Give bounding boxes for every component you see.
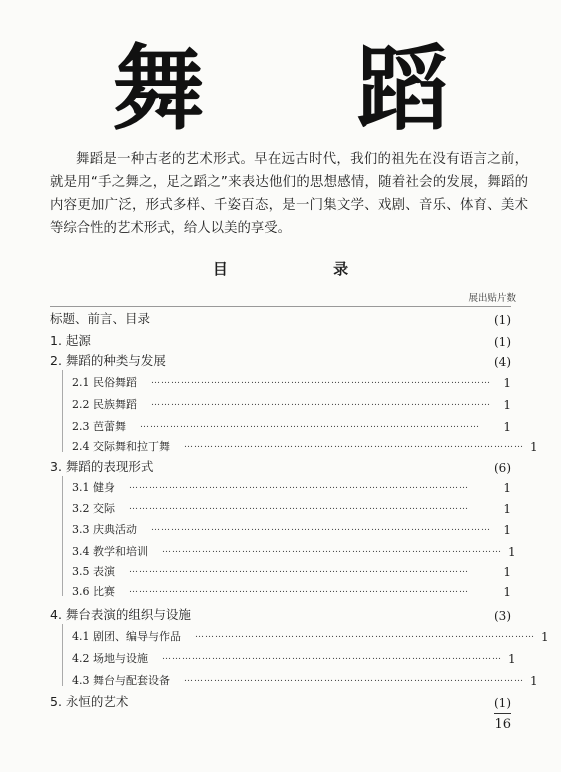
section-4-bracket — [62, 624, 63, 686]
toc-subentry-page: 1 — [541, 630, 549, 644]
toc-entry-page: (6) — [494, 461, 511, 475]
toc-entry-label: 5. 永恒的艺术 — [50, 694, 129, 709]
toc-subentry-label: 3.2 交际 — [72, 502, 115, 515]
toc-entry-front-matter — [50, 309, 511, 327]
toc-subentry-page: 1 — [530, 674, 538, 688]
toc-heading: 目 录 — [212, 260, 399, 278]
toc-subentry-label: 2.2 民族舞蹈 — [72, 398, 137, 411]
toc-entry-page: (4) — [494, 355, 511, 369]
toc-subentry-label: 4.2 场地与设施 — [72, 652, 148, 665]
toc-subentry — [72, 561, 511, 579]
toc-entry-section-1 — [50, 331, 511, 349]
toc-subentry-label: 3.1 健身 — [72, 481, 115, 494]
page-title: 舞 蹈 — [112, 36, 509, 143]
toc-subentry-page: 1 — [530, 440, 538, 454]
toc-entry-page: (3) — [494, 609, 511, 623]
total-panel-count: 16 — [494, 713, 511, 732]
toc-subentry-label: 3.5 表演 — [72, 565, 115, 578]
toc-subentry — [72, 648, 516, 666]
toc-subentry-label: 3.4 教学和培训 — [72, 545, 148, 558]
dot-leader: ………………………………………………………………………………………… — [129, 502, 469, 512]
toc-subentry-page: 1 — [508, 545, 516, 559]
toc-subentry — [72, 436, 538, 454]
dot-leader: ………………………………………………………………………………………… — [184, 674, 524, 684]
column-note: 展出贴片数 — [468, 293, 516, 304]
dot-leader: ………………………………………………………………………………………… — [129, 481, 469, 491]
dot-leader: ………………………………………………………………………………………… — [140, 420, 480, 430]
dot-leader: ………………………………………………………………………………………… — [151, 523, 491, 533]
toc-subentry — [72, 372, 511, 390]
dot-leader: ………………………………………………………………………………………… — [195, 630, 535, 640]
toc-subentry — [72, 670, 538, 688]
toc-subentry — [72, 477, 511, 495]
section-3-bracket — [62, 476, 63, 596]
intro-paragraph: 舞蹈是一种古老的艺术形式。早在远古时代，我们的祖先在没有语言之前，就是用“手之舞之，足之蹈之”来表达他们的思想感情，随着社会的发展，舞蹈的内容更加广泛，形式多样、千姿百态，是一门集文学、戏剧、音乐、体育、美术等综合性的艺术形式，给人以美的享受。 — [50, 152, 528, 236]
toc-entry-label: 2. 舞蹈的种类与发展 — [50, 353, 166, 368]
toc-entry-label: 1. 起源 — [50, 333, 91, 348]
dot-leader: ………………………………………………………………………………………… — [162, 545, 502, 555]
toc-subentry-label: 2.4 交际舞和拉丁舞 — [72, 440, 170, 453]
toc-subentry — [72, 541, 516, 559]
toc-subentry-page: 1 — [503, 420, 511, 434]
dot-leader: ………………………………………………………………………………………… — [184, 440, 524, 450]
toc-subentry-label: 3.6 比赛 — [72, 585, 115, 598]
dot-leader: ………………………………………………………………………………………… — [151, 398, 491, 408]
toc-subentry — [72, 498, 511, 516]
dot-leader: ………………………………………………………………………………………… — [151, 376, 491, 386]
toc-subentry-page: 1 — [503, 565, 511, 579]
toc-entry-section-4 — [50, 605, 511, 623]
toc-top-rule — [50, 306, 511, 307]
toc-entry-section-5 — [50, 692, 511, 710]
toc-subentry — [72, 626, 549, 644]
toc-subentry-label: 2.3 芭蕾舞 — [72, 420, 126, 433]
toc-entry-page: (1) — [494, 335, 511, 349]
toc-entry-section-3 — [50, 457, 511, 475]
section-2-bracket — [62, 370, 63, 452]
toc-entry-label: 3. 舞蹈的表现形式 — [50, 459, 154, 474]
toc-subentry-page: 1 — [503, 398, 511, 412]
toc-entry-section-2 — [50, 351, 511, 369]
toc-entry-page: (1) — [494, 696, 511, 710]
toc-subentry-page: 1 — [503, 502, 511, 516]
toc-entry-label: 4. 舞台表演的组织与设施 — [50, 607, 191, 622]
dot-leader: ………………………………………………………………………………………… — [129, 585, 469, 595]
toc-subentry-label: 3.3 庆典活动 — [72, 523, 137, 536]
toc-subentry — [72, 581, 511, 599]
toc-subentry-label: 2.1 民俗舞蹈 — [72, 376, 137, 389]
toc-subentry — [72, 519, 511, 537]
toc-entry-label: 标题、前言、目录 — [50, 311, 151, 326]
toc-subentry-label: 4.1 剧团、编导与作品 — [72, 630, 181, 643]
toc-subentry-label: 4.3 舞台与配套设备 — [72, 674, 170, 687]
toc-entry-page: (1) — [494, 313, 511, 327]
dot-leader: ………………………………………………………………………………………… — [129, 565, 469, 575]
toc-subentry-page: 1 — [503, 481, 511, 495]
toc-subentry — [72, 416, 511, 434]
toc-subentry-page: 1 — [503, 523, 511, 537]
dot-leader: ………………………………………………………………………………………… — [162, 652, 502, 662]
toc-subentry-page: 1 — [508, 652, 516, 666]
toc-subentry — [72, 394, 511, 412]
toc-subentry-page: 1 — [503, 376, 511, 390]
toc-subentry-page: 1 — [503, 585, 511, 599]
